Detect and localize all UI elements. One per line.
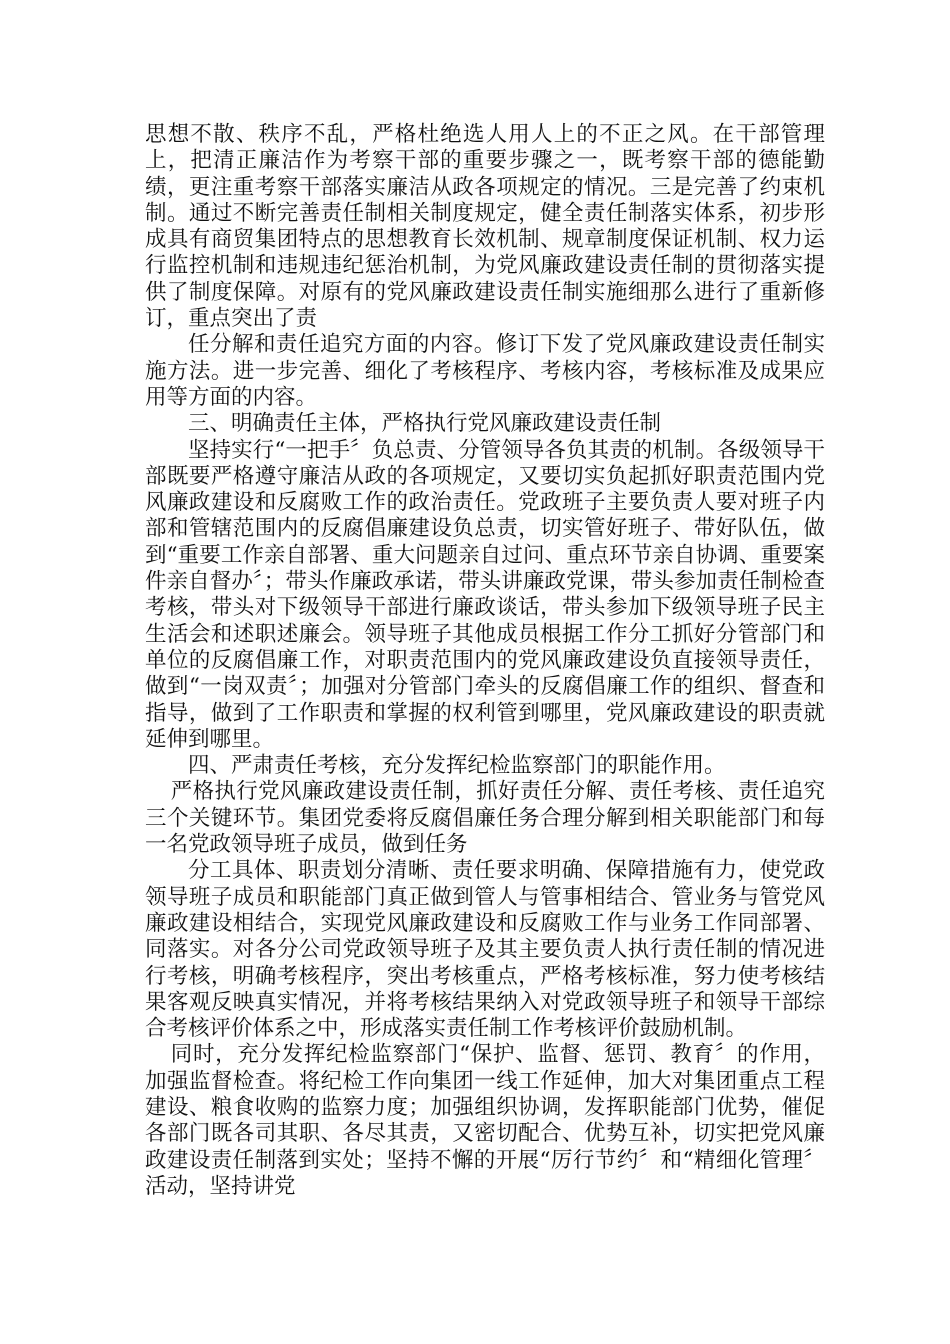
paragraph-6: 同时，充分发挥纪检监察部门“保护、监督、惩罚、教育〞的作用，加强监督检查。将纪检工作向集团一线工作延伸，加大对集团重点工程建设、粮食收购的监察力度；加强组织协调，发挥职能部门优势，催促各部门既各司其职、各尽其责，又密切配合、优势互补，切实把党风廉政建设责任制落到实处；坚持不懈的开展“厉行节约〞和“精细化管理〞活动，坚持讲党	[145, 1042, 825, 1199]
paragraph-2: 任分解和责任追究方面的内容。修订下发了党风廉政建设责任制实施方法。进一步完善、细化了考核程序、考核内容，考核标准及成果应用等方面的内容。	[145, 332, 825, 410]
paragraph-5: 分工具体、职责划分清晰、责任要求明确、保障措施有力，使党政领导班子成员和职能部门真正做到管人与管事相结合、管业务与管党风廉政建设相结合，实现党风廉政建设和反腐败工作与业务工作同部署、同落实。对各分公司党政领导班子及其主要负责人执行责任制的情况进行考核，明确考核程序，突出考核重点，严格考核标准，努力使考核结果客观反映真实情况，并将考核结果纳入对党政领导班子和领导干部综合考核评价体系之中，形成落实责任制工作考核评价鼓励机制。	[145, 858, 825, 1042]
section-heading-4: 四、严肃责任考核，充分发挥纪检监察部门的职能作用。	[188, 753, 726, 779]
section-heading-3: 三、明确责任主体，严格执行党风廉政建设责任制	[188, 411, 662, 437]
paragraph-4: 严格执行党风廉政建设责任制，抓好责任分解、责任考核、责任追究三个关键环节。集团党委将反腐倡廉任务合理分解到相关职能部门和每一名党政领导班子成员，做到任务	[145, 779, 825, 858]
paragraph-1: 思想不散、秩序不乱，严格杜绝选人用人上的不正之风。在干部管理上，把清正廉洁作为考察干部的重要步骤之一，既考察干部的德能勤绩，更注重考察干部落实廉洁从政各项规定的情况。三是完善了约束机制。通过不断完善责任制相关制度规定，健全责任制落实体系，初步形成具有商贸集团特点的思想教育长效机制、规章制度保证机制、权力运行监控机制和违规违纪惩治机制，为党风廉政建设责任制的贯彻落实提供了制度保障。对原有的党风廉政建设责任制实施细那么进行了重新修订，重点突出了责	[145, 122, 825, 332]
document-page	[145, 122, 825, 1200]
paragraph-3: 坚持实行“一把手〞负总责、分管领导各负其责的机制。各级领导干部既要严格遵守廉洁从政的各项规定，又要切实负起抓好职责范围内党风廉政建设和反腐败工作的政治责任。党政班子主要负责人要对班子内部和管辖范围内的反腐倡廉建设负总责，切实管好班子、带好队伍，做到“重要工作亲自部署、重大问题亲自过问、重点环节亲自协调、重要案件亲自督办〞；带头作廉政承诺，带头讲廉政党课，带头参加责任制检查考核，带头对下级领导干部进行廉政谈话，带头参加下级领导班子民主生活会和述职述廉会。领导班子其他成员根据工作分工抓好分管部门和单位的反腐倡廉工作，对职责范围内的党风廉政建设负直接领导责任，做到“一岗双责〞；加强对分管部门牵头的反腐倡廉工作的组织、督查和指导，做到了工作职责和掌握的权利管到哪里，党风廉政建设的职责就延伸到哪里。	[145, 437, 825, 752]
